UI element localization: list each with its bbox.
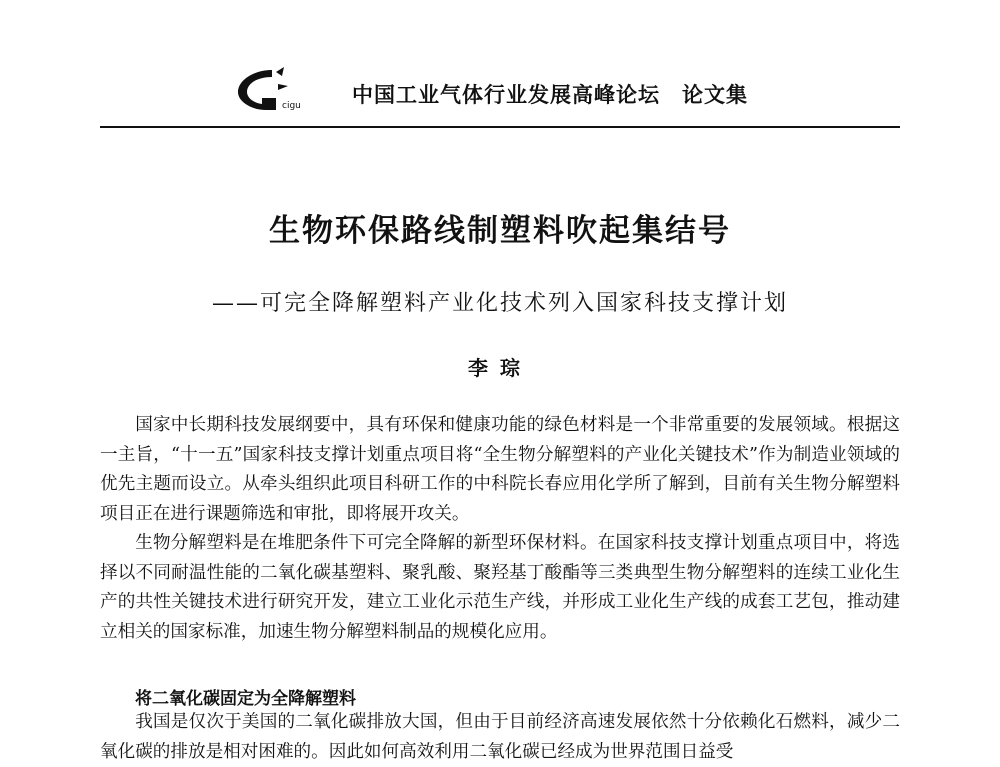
- body-paragraph-1: 国家中长期科技发展纲要中，具有环保和健康功能的绿色材料是一个非常重要的发展领域。根据这一主旨，“十一五”国家科技支撑计划重点项目将“全生物分解塑料的产业化关键技术”作为制造业领域的优先主题而设立。从牵头组织此项目科研工作的中科院长春应用化学所了解到，目前有关生物分解塑料项目正在进行课题筛选和审批，即将展开攻关。: [100, 415, 900, 524]
- header-title: 中国工业气体行业发展高峰论坛 论文集: [352, 82, 748, 107]
- article-subtitle: ——可完全降解塑料产业化技术列入国家科技支撑计划: [211, 291, 788, 316]
- forum-logo-icon: [232, 64, 312, 114]
- article-title: 生物环保路线制塑料吹起集结号: [269, 213, 731, 249]
- section-paragraph-1: 我国是仅次于美国的二氧化碳排放大国，但由于目前经济高速发展依然十分依赖化石燃料，减少二氧化碳的排放是相对困难的。因此如何高效利用二氧化碳已经成为世界范围日益受: [100, 712, 900, 762]
- article-author: 李琮: [468, 356, 532, 380]
- section-heading: 将二氧化碳固定为全降解塑料: [135, 689, 356, 709]
- body-paragraph-2: 生物分解塑料是在堆肥条件下可完全降解的新型环保材料。在国家科技支撑计划重点项目中，将选择以不同耐温性能的二氧化碳基塑料、聚乳酸、聚羟基丁酸酯等三类典型生物分解塑料的连续工业化生产的共性关键技术进行研究开发，建立工业化示范生产线，并形成工业化生产线的成套工艺包，推动建立相关的国家标准，加速生物分解塑料制品的规模化应用。: [100, 533, 900, 642]
- svg-text:cigu: cigu: [282, 101, 301, 111]
- header-divider: [100, 126, 900, 128]
- page-header: [0, 0, 1000, 130]
